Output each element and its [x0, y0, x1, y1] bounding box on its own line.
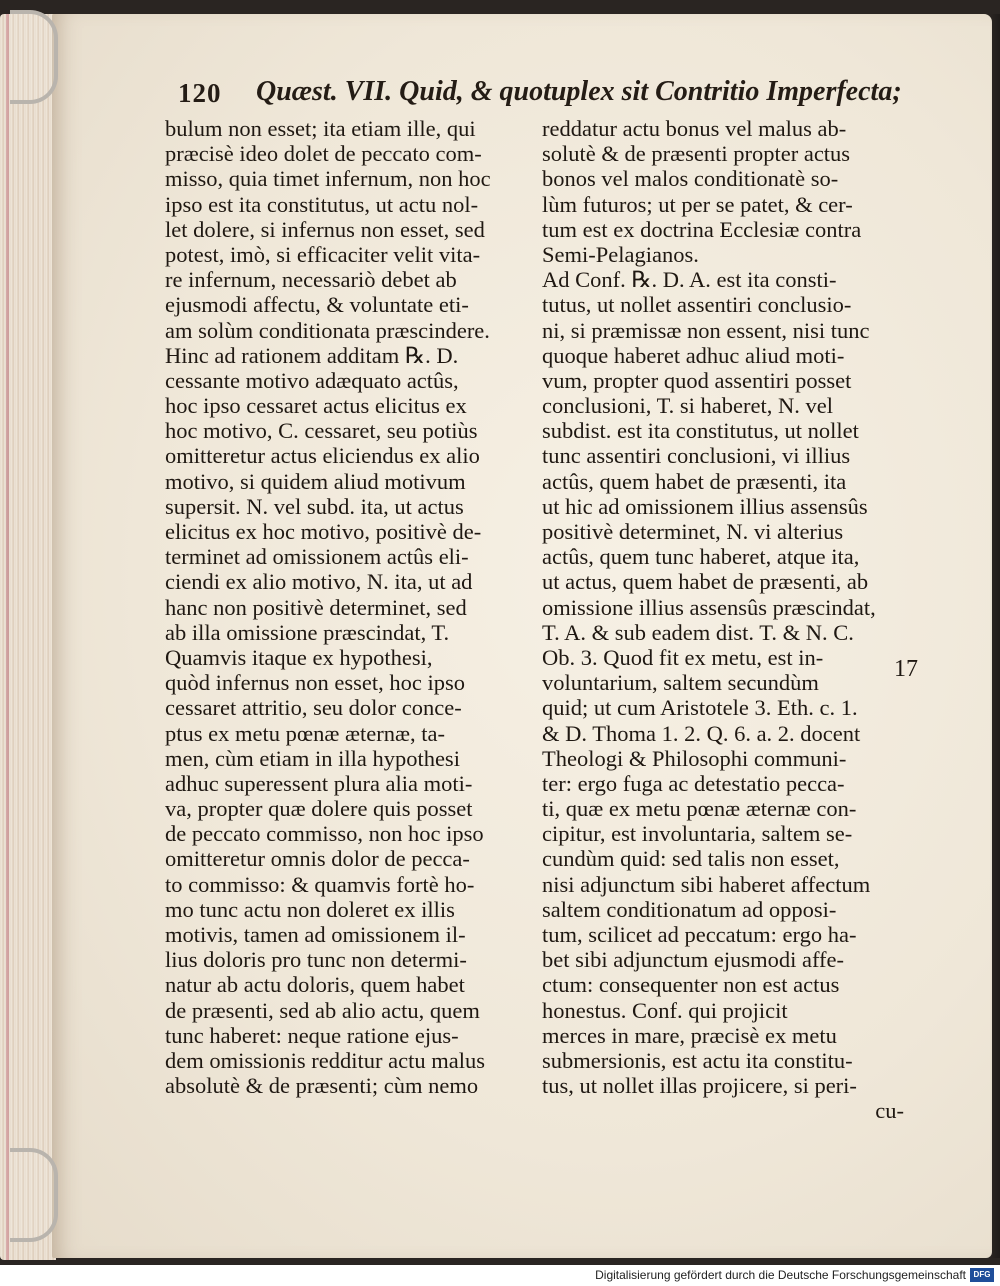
- footer-bar: [0, 1265, 1000, 1286]
- binding-clip-bottom: [10, 1148, 58, 1242]
- text-line: potest, imò, si efficaciter velit vita-: [165, 241, 481, 267]
- catchword: cu-: [875, 1098, 904, 1124]
- page-header: [178, 74, 902, 114]
- text-line: va, propter quæ dolere quis posset: [165, 796, 473, 822]
- text-line: de præsenti, sed ab alio actu, quem: [165, 997, 480, 1023]
- text-line: Semi-Pelagianos.: [542, 241, 699, 267]
- text-line: hoc ipso cessaret actus elicitus ex: [165, 393, 467, 419]
- text-line: tum, scilicet ad peccatum: ergo ha-: [542, 922, 857, 947]
- text-line: & D. Thoma 1. 2. Q. 6. a. 2. docent: [542, 720, 861, 746]
- text-line: tunc assentiri conclusioni, vi illius: [542, 443, 851, 469]
- text-line: supersit. N. vel subd. ita, ut actus: [165, 493, 464, 519]
- text-line: cundùm quid: sed talis non esset,: [542, 846, 840, 872]
- stacked-page-edges: [0, 14, 56, 1260]
- page-number: 120: [178, 78, 222, 108]
- text-line: reddatur actu bonus vel malus ab-: [542, 116, 847, 141]
- text-line: Ad Conf. ℞. D. A. est ita consti-: [542, 267, 837, 293]
- text-line: omitteretur actus eliciendus ex alio: [165, 443, 480, 469]
- text-line: lùm futuros; ut per se patet, & cer-: [542, 191, 853, 217]
- text-line: Quamvis itaque ex hypothesi,: [165, 644, 433, 670]
- text-line: Ob. 3. Quod fit ex metu, est in-: [542, 644, 824, 670]
- text-line: ctum: consequenter non est actus: [542, 972, 840, 998]
- text-line: positivè determinet, N. vi alterius: [542, 519, 844, 544]
- text-line: adhuc superessent plura alia moti-: [165, 770, 473, 796]
- text-line: mo tunc actu non doleret ex illis: [165, 896, 455, 922]
- text-line: de peccato commisso, non hoc ipso: [165, 821, 484, 847]
- running-head: Quæst. VII. Quid, & quotuplex sit Contritio Imperfecta;: [256, 76, 902, 107]
- page-shadow: [990, 14, 1000, 1258]
- left-text-column: [165, 116, 520, 1098]
- text-line: cipitur, est involuntaria, saltem se-: [542, 821, 853, 847]
- text-line: men, cùm etiam in illa hypothesi: [165, 745, 460, 771]
- text-line: præcisè ideo dolet de peccato com-: [165, 141, 482, 167]
- text-line: terminet ad omissionem actûs eli-: [165, 544, 469, 570]
- text-line: ciendi ex alio motivo, N. ita, ut ad: [165, 569, 473, 595]
- text-line: re infernum, necessariò debet ab: [165, 267, 457, 293]
- text-line: quoque haberet adhuc aliud moti-: [542, 342, 845, 368]
- text-line: let dolere, si infernus non esset, sed: [165, 216, 485, 242]
- text-line: cessante motivo adæquato actûs,: [165, 367, 459, 393]
- text-line: bonos vel malos conditionatè so-: [542, 166, 839, 192]
- text-line: quòd infernus non esset, hoc ipso: [165, 670, 465, 696]
- margin-section-number: 17: [894, 656, 918, 682]
- text-line: dem omissionis redditur actu malus: [165, 1047, 485, 1073]
- text-line: honestus. Conf. qui projicit: [542, 997, 788, 1023]
- text-line: actûs, quem tunc haberet, atque ita,: [542, 544, 860, 570]
- text-line: to commisso: & quamvis fortè ho-: [165, 871, 475, 897]
- text-line: motivo, si quidem aliud motivum: [165, 468, 466, 494]
- text-line: Hinc ad rationem additam ℞. D.: [165, 342, 459, 368]
- right-text-column: [542, 116, 904, 1124]
- text-line: hanc non positivè determinet, sed: [165, 594, 467, 620]
- text-line: ptus ex metu pœnæ æternæ, ta-: [165, 720, 445, 746]
- text-line: conclusioni, T. si haberet, N. vel: [542, 393, 833, 419]
- text-line: submersionis, est actu ita constitu-: [542, 1047, 853, 1073]
- text-line: tunc haberet: neque ratione ejus-: [165, 1022, 459, 1048]
- text-line: ut hic ad omissionem illius assensûs: [542, 493, 868, 519]
- text-line: T. A. & sub eadem dist. T. & N. C.: [542, 619, 854, 645]
- text-line: ter: ergo fuga ac detestatio pecca-: [542, 770, 845, 796]
- text-line: Theologi & Philosophi communi-: [542, 745, 847, 771]
- text-line: bulum non esset; ita etiam ille, qui: [165, 116, 476, 141]
- text-line: ejusmodi affectu, & voluntate eti-: [165, 292, 469, 318]
- text-line: actûs, quem habet de præsenti, ita: [542, 468, 847, 494]
- text-line: saltem conditionatum ad opposi-: [542, 896, 837, 922]
- dfg-logo-icon: DFG: [970, 1268, 994, 1282]
- text-line: natur ab actu doloris, quem habet: [165, 972, 465, 998]
- text-line: am solùm conditionata præscindere.: [165, 317, 490, 343]
- text-line: ipso est ita constitutus, ut actu nol-: [165, 191, 479, 217]
- text-line: motivis, tamen ad omissionem il-: [165, 922, 466, 947]
- text-line: ab illa omissione præscindat, T.: [165, 619, 450, 645]
- text-line: merces in mare, præcisè ex metu: [542, 1022, 837, 1048]
- text-line: vum, propter quod assentiri posset: [542, 367, 852, 393]
- text-line: cessaret attritio, seu dolor conce-: [165, 695, 462, 721]
- text-line: solutè & de præsenti propter actus: [542, 141, 851, 167]
- funding-credit: Digitalisierung gefördert durch die Deutsche Forschungsgemeinschaft: [595, 1268, 966, 1282]
- text-line: nisi adjunctum sibi haberet affectum: [542, 871, 871, 897]
- binding-clip-top: [10, 10, 58, 104]
- text-line: hoc motivo, C. cessaret, seu potiùs: [165, 418, 478, 444]
- text-line: lius doloris pro tunc non determi-: [165, 947, 467, 973]
- text-line: omissione illius assensûs præscindat,: [542, 594, 876, 620]
- text-line: tus, ut nollet illas projicere, si peri-: [542, 1073, 857, 1099]
- text-line: omitteretur omnis dolor de pecca-: [165, 846, 470, 872]
- text-line: ni, si præmissæ non essent, nisi tunc: [542, 317, 870, 343]
- text-line: quid; ut cum Aristotele 3. Eth. c. 1.: [542, 695, 858, 721]
- text-line: misso, quia timet infernum, non hoc: [165, 166, 491, 192]
- text-line: tutus, ut nollet assentiri conclusio-: [542, 292, 852, 318]
- text-line: ti, quæ ex metu pœnæ æternæ con-: [542, 796, 857, 822]
- text-line: ut actus, quem habet de præsenti, ab: [542, 569, 869, 595]
- text-line: voluntarium, saltem secundùm: [542, 670, 819, 696]
- text-line: tum est ex doctrina Ecclesiæ contra: [542, 216, 862, 242]
- text-line: bet sibi adjunctum ejusmodi affe-: [542, 947, 845, 973]
- text-line: elicitus ex hoc motivo, positivè de-: [165, 519, 482, 544]
- text-line: absolutè & de præsenti; cùm nemo: [165, 1073, 479, 1099]
- text-line: subdist. est ita constitutus, ut nollet: [542, 418, 859, 444]
